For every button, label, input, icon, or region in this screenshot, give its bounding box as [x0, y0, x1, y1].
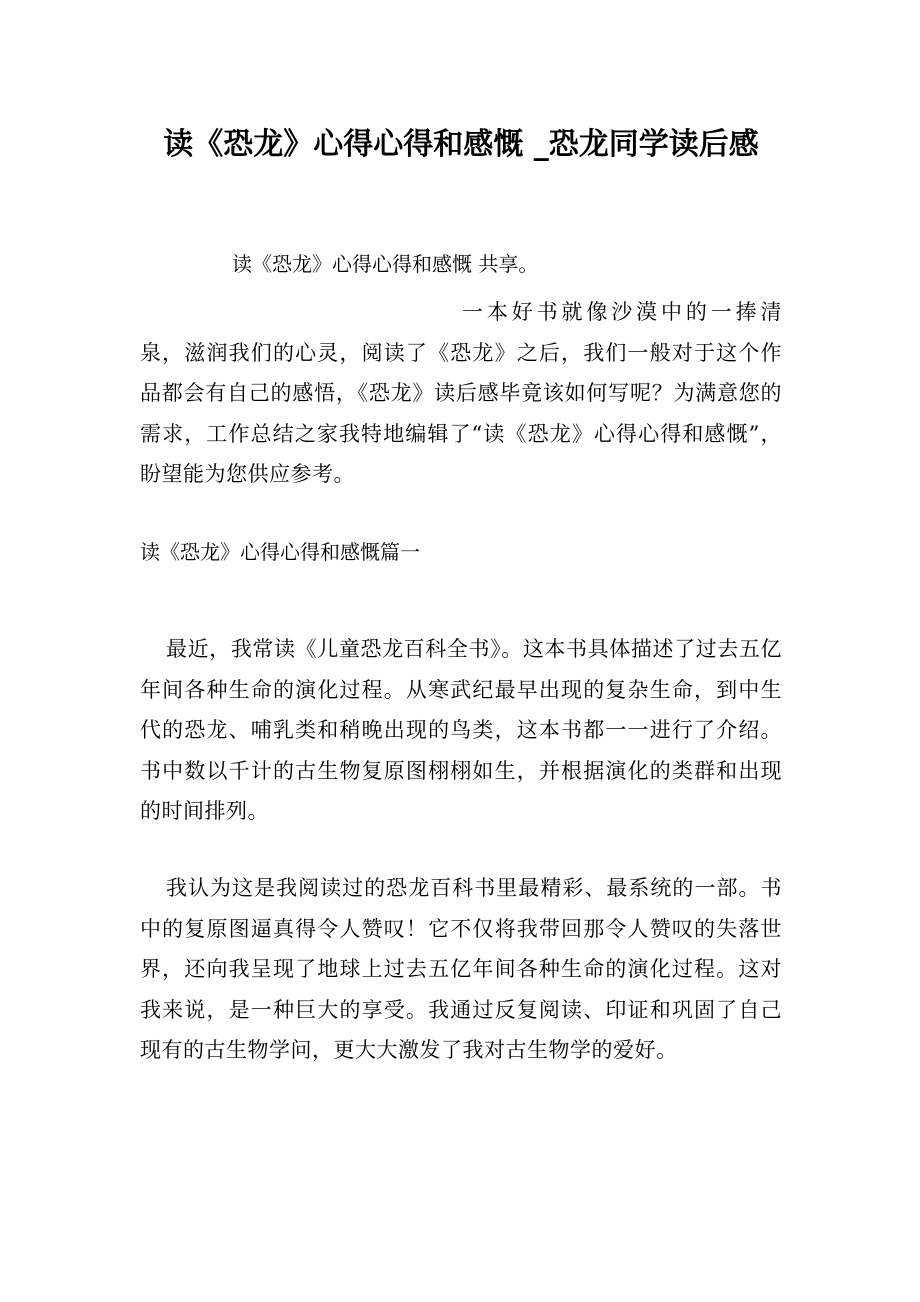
body-paragraph: 最近，我常读《儿童恐龙百科全书》。这本书具体描述了过去五亿年间各种生命的演化过程。从寒武纪最早出现的复杂生命，到中生代的恐龙、哺乳类和稍晚出现的鸟类，这本书都一一进行了介绍。书中数以千计的古生物复原图栩栩如生，并根据演化的类群和出现的时间排列。: [140, 637, 782, 823]
intro-line: 读《恐龙》心得心得和感慨 共享。: [232, 252, 539, 276]
document-title: 读《恐龙》心得心得和感慨 _恐龙同学读后感: [163, 127, 759, 162]
section-heading: 读《恐龙》心得心得和感慨篇一: [140, 540, 420, 564]
body-paragraph: 我认为这是我阅读过的恐龙百科书里最精彩、最系统的一部。书中的复原图逼真得令人赞叹！它不仅将我带回那令人赞叹的失落世界，还向我呈现了地球上过去五亿年间各种生命的演化过程。这对我来说，是一种巨大的享受。我通过反复阅读、印证和巩固了自己现有的古生物学问，更大大激发了我对古生物学的爱好。: [140, 876, 782, 1062]
lead-paragraph: 一本好书就像沙漠中的一捧清泉，滋润我们的心灵，阅读了《恐龙》之后，我们一般对于这个作品都会有自己的感悟，《恐龙》读后感毕竟该如何写呢？为满意您的需求，工作总结之家我特地编辑了“读《恐龙》心得心得和感慨”，盼望能为您供应参考。: [140, 300, 782, 486]
